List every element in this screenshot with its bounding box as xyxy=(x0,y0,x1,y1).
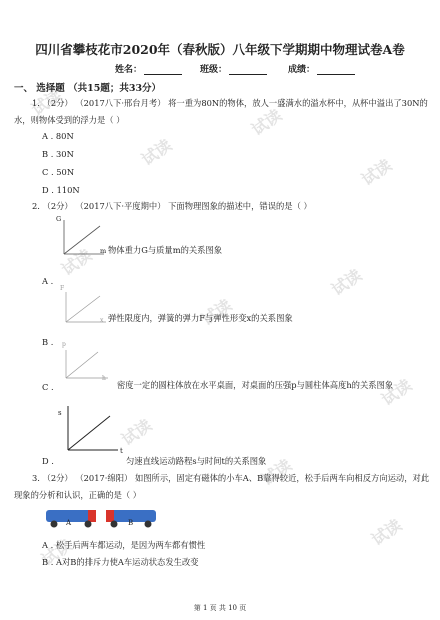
score-field[interactable] xyxy=(288,62,355,75)
q2-b-desc: 弹性限度内，弹簧的弹力F与弹性形变x的关系图象 xyxy=(108,313,293,323)
name-field[interactable] xyxy=(115,62,182,75)
magnet-cars-illustration xyxy=(44,506,164,530)
q3-option-b[interactable]: B . A对B的排斥力使A车运动状态发生改变 xyxy=(42,557,199,567)
q2-option-c[interactable]: C . xyxy=(42,382,54,392)
q2-graph-d xyxy=(62,404,120,454)
q2-a-ylabel: G xyxy=(56,215,62,223)
q1-stem-line2: 水，则物体受到的浮力是（ ） xyxy=(14,115,125,125)
q2-c-ylabel: p xyxy=(62,341,66,348)
score-label: 成绩： xyxy=(288,65,316,75)
q2-option-b[interactable]: B . xyxy=(42,337,54,347)
section-heading: 一、 选择题 （共15题；共33分） xyxy=(14,83,162,94)
q1-option-c[interactable]: C . 50N xyxy=(42,167,75,177)
q2-b-ylabel: F xyxy=(60,285,65,292)
q1-option-d[interactable]: D . 110N xyxy=(42,185,80,195)
q2-a-xlabel: m xyxy=(100,247,107,255)
q1-option-b[interactable]: B . 30N xyxy=(42,149,74,159)
q1-stem-line1: 1. （2分） （2017八下·邢台月考） 将一重为80N的物体，放人一盛满水的溢水杯中，从杯中溢出了30N的 xyxy=(32,98,428,108)
q2-d-xlabel: t xyxy=(120,447,123,455)
q2-c-desc: 密度一定的圆柱体放在水平桌面，对桌面的压强p与圆柱体高度h的关系图象 xyxy=(117,380,394,390)
q2-a-desc: 物体重力G与质量m的关系图象 xyxy=(108,245,223,255)
q3-stem-line2: 现象的分析和认识，正确的是（ ） xyxy=(14,490,142,500)
page-title: 四川省攀枝花市2020年（春秋版）八年级下学期期中物理试卷A卷 xyxy=(35,42,405,57)
q3-option-a[interactable]: A . 松手后两车都运动，是因为两车都有惯性 xyxy=(42,540,206,550)
q2-c-xlabel: h xyxy=(102,375,106,382)
class-field[interactable] xyxy=(200,62,267,75)
class-label: 班级： xyxy=(200,65,228,75)
q2-d-desc: 匀速直线运动路程s与时间t的关系图象 xyxy=(126,456,267,466)
page-footer: 第 1 页 共 10 页 xyxy=(193,604,247,612)
q2-b-xlabel: x xyxy=(100,317,104,324)
q2-d-ylabel: s xyxy=(58,409,62,417)
q1-option-a[interactable]: A . 80N xyxy=(42,131,74,141)
q2-option-d[interactable]: D . xyxy=(42,456,54,466)
q3-stem-line1: 3. （2分） （2017·绵阳） 如图所示，固定有磁体的小车A、B靠得较近，松手后两车向相反方向运动，对此 xyxy=(32,473,430,483)
q2-option-a[interactable]: A . xyxy=(42,276,54,286)
q2-graph-a xyxy=(60,218,105,258)
car-a-label: A xyxy=(66,519,72,527)
car-b-label: B xyxy=(128,519,134,527)
name-label: 姓名： xyxy=(115,65,143,75)
q2-stem: 2. （2分） （2017八下·平度期中） 下面物理图象的描述中，错误的是（ ） xyxy=(32,201,312,211)
